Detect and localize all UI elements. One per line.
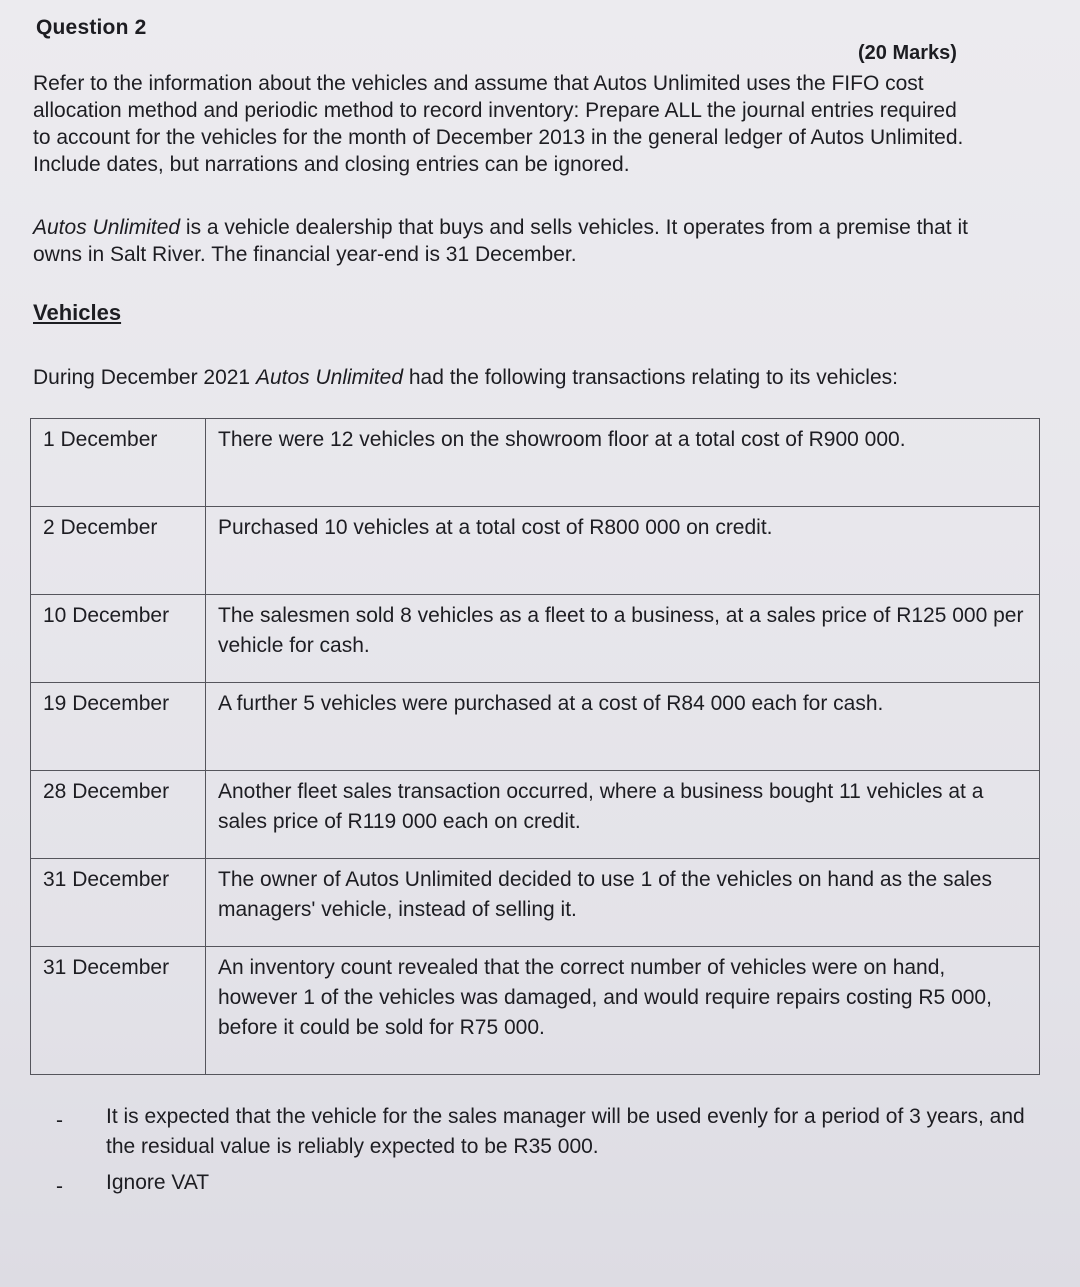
- question-instruction: Refer to the information about the vehicles and assume that Autos Unlimited uses the FIFO cost allocation method and periodic method to record inventory: Prepare ALL the journal entries required to account for the vehicles for the month of December 2013 in the general ledger of Autos Unlimited. Include dates, but narrations and closing entries can be ignored.: [33, 72, 964, 176]
- intro-after: had the following transactions relating to its vehicles:: [403, 366, 898, 389]
- transaction-date: 10 December: [31, 595, 206, 683]
- transaction-description: An inventory count revealed that the correct number of vehicles were on hand, however 1 of the vehicles was damaged, and would require repairs costing R5 000, before it could be sold for R75 000.: [206, 947, 1040, 1075]
- table-row: [31, 859, 1040, 947]
- table-row: [31, 419, 1040, 507]
- transaction-date: 31 December: [31, 947, 206, 1075]
- transaction-description: There were 12 vehicles on the showroom floor at a total cost of R900 000.: [206, 419, 1040, 507]
- list-item: [56, 1168, 1056, 1202]
- transaction-date: 2 December: [31, 507, 206, 595]
- company-description: [33, 214, 973, 268]
- company-description-text: is a vehicle dealership that buys and sells vehicles. It operates from a premise that it owns in Salt River. The financial year-end is 31 December.: [33, 216, 968, 266]
- intro-company: Autos Unlimited: [255, 366, 404, 389]
- note-text: Ignore VAT: [106, 1171, 210, 1194]
- bullet-dash: -: [56, 1109, 63, 1132]
- table-row: [31, 947, 1040, 1075]
- transaction-description: Another fleet sales transaction occurred, where a business bought 11 vehicles at a sales price of R119 000 each on credit.: [206, 771, 1040, 859]
- company-name: Autos Unlimited: [33, 216, 181, 239]
- intro-before: During December 2021: [33, 366, 256, 389]
- transaction-description: The owner of Autos Unlimited decided to use 1 of the vehicles on hand as the sales managers' vehicle, instead of selling it.: [206, 859, 1040, 947]
- section-heading: Vehicles: [33, 300, 122, 325]
- table-row: [31, 683, 1040, 771]
- question-marks: (20 Marks): [858, 42, 957, 64]
- transaction-description: A further 5 vehicles were purchased at a cost of R84 000 each for cash.: [206, 683, 1040, 771]
- question-title: Question 2: [36, 16, 147, 39]
- table-row: [31, 507, 1040, 595]
- table-row: [31, 771, 1040, 859]
- transaction-description: Purchased 10 vehicles at a total cost of R800 000 on credit.: [206, 507, 1040, 595]
- transaction-date: 1 December: [31, 419, 206, 507]
- transaction-description: The salesmen sold 8 vehicles as a fleet to a business, at a sales price of R125 000 per vehicle for cash.: [206, 595, 1040, 683]
- table-row: [31, 595, 1040, 683]
- transaction-date: 19 December: [31, 683, 206, 771]
- transactions-table: [30, 418, 1040, 1075]
- transactions-intro: [33, 366, 933, 390]
- list-item: [56, 1102, 1056, 1162]
- bullet-dash: -: [56, 1175, 63, 1198]
- note-text: It is expected that the vehicle for the sales manager will be used evenly for a period of 3 years, and the residual value is reliably expected to be R35 000.: [106, 1105, 1025, 1158]
- notes-list: [56, 1102, 1056, 1208]
- transaction-date: 31 December: [31, 859, 206, 947]
- transaction-date: 28 December: [31, 771, 206, 859]
